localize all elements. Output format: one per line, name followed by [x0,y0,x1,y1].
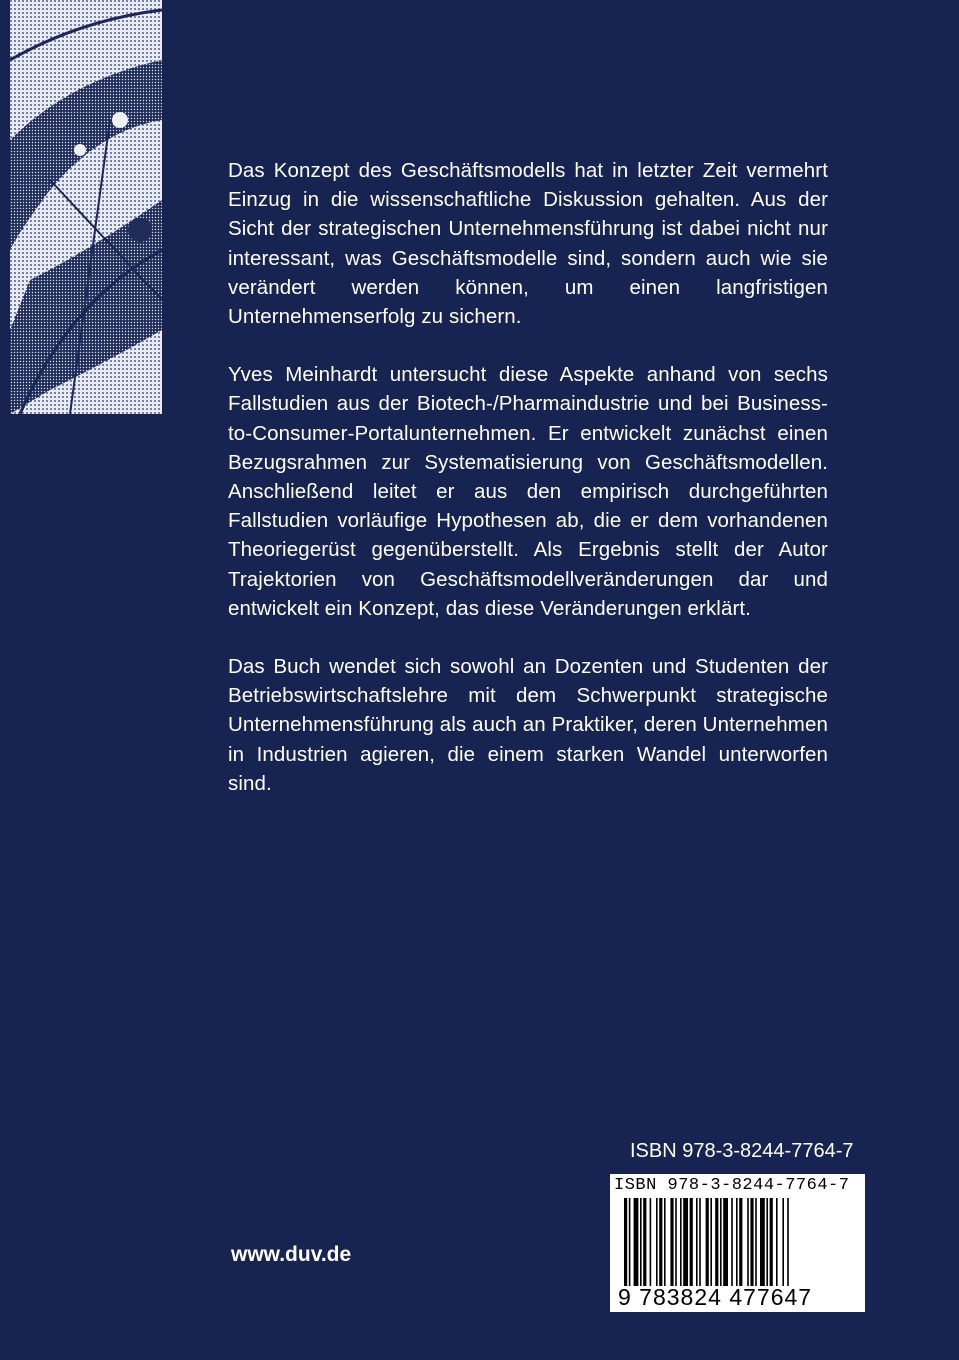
barcode-bar [706,1198,709,1286]
barcode-bar [750,1198,753,1286]
barcode-bar [670,1198,673,1286]
barcode-bar [770,1198,773,1286]
barcode-bar [624,1198,627,1286]
barcode-bar [664,1198,666,1286]
barcode-bar [710,1198,712,1286]
barcode-bar [755,1198,757,1286]
barcode-bar [720,1198,722,1286]
barcode-bars [624,1198,852,1286]
barcode-digits: 9 783824 477647 [618,1284,813,1310]
barcode-bar [640,1198,642,1286]
barcode-bar [787,1198,789,1286]
barcode-bar [629,1198,631,1286]
barcode-bar [643,1198,646,1286]
barcode-bar [690,1198,693,1286]
blurb-paragraph: Das Konzept des Geschäftsmodells hat in letzter Zeit vermehrt Einzug in die wissenschaftliche Diskussion gehalten. Aus der Sicht der strategischen Unternehmensführung ist dabei nicht nur interessant, was Geschäftsmodelle sind, sondern auch wie sie verändert werden können, um einen langfristigen Unternehmenserfolg zu sichern. [228,159,828,329]
barcode-bar [723,1198,728,1286]
isbn-label: ISBN 978-3-8244-7764-7 [630,1140,854,1162]
barcode-bar [731,1198,733,1286]
barcode-bar [696,1198,698,1286]
isbn-barcode [610,1174,865,1312]
barcode-isbn-text: ISBN 978-3-8244-7764-7 [614,1176,850,1195]
barcode-bar [680,1198,682,1286]
barcode-bar [650,1198,652,1286]
barcode-bar [766,1198,768,1286]
publisher-website: www.duv.de [231,1243,352,1266]
barcode-bar [699,1198,701,1286]
barcode-bar [736,1198,738,1286]
barcode-bar [782,1198,784,1286]
blurb-paragraph: Yves Meinhardt untersucht diese Aspekte anhand von sechs Fallstudien aus der Biotech-/Pharmaindustrie und bei Business-to-Consumer-Portalunternehmen. Er entwickelt zunächst einen Bezugsrahmen zur Systematisierung von Geschäftsmodellen. Anschließend leitet er aus den empirisch durchgeführten Fallstudien vorläufige Hypothesen ab, die er dem vorhandenen Theoriegerüst gegenüberstellt. Als Ergebnis stellt der Autor Trajektorien von Geschäftsmodellveränderungen dar und entwickelt ein Konzept, das diese Veränderungen erklärt. [228,363,828,620]
barcode-bar [675,1198,677,1286]
barcode-bar [683,1198,688,1286]
barcode-bar [634,1198,639,1286]
barcode-bar [747,1198,749,1286]
blurb-paragraph: Das Buch wendet sich sowohl an Dozenten und Studenten der Betriebswirtschaftslehre mit dem Schwerpunkt strategische Unternehmensführung als auch an Praktiker, deren Unternehmen in Industrien agieren, die einem starken Wandel unterworfen sind. [228,655,828,795]
barcode-bar [656,1198,658,1286]
back-cover-blurb [228,156,828,827]
barcode-bar [715,1198,718,1286]
barcode-bar [739,1198,742,1286]
barcode-bar [776,1198,778,1286]
barcode-bar [659,1198,662,1286]
barcode-bar [760,1198,765,1286]
cover-globe-image [10,0,162,414]
